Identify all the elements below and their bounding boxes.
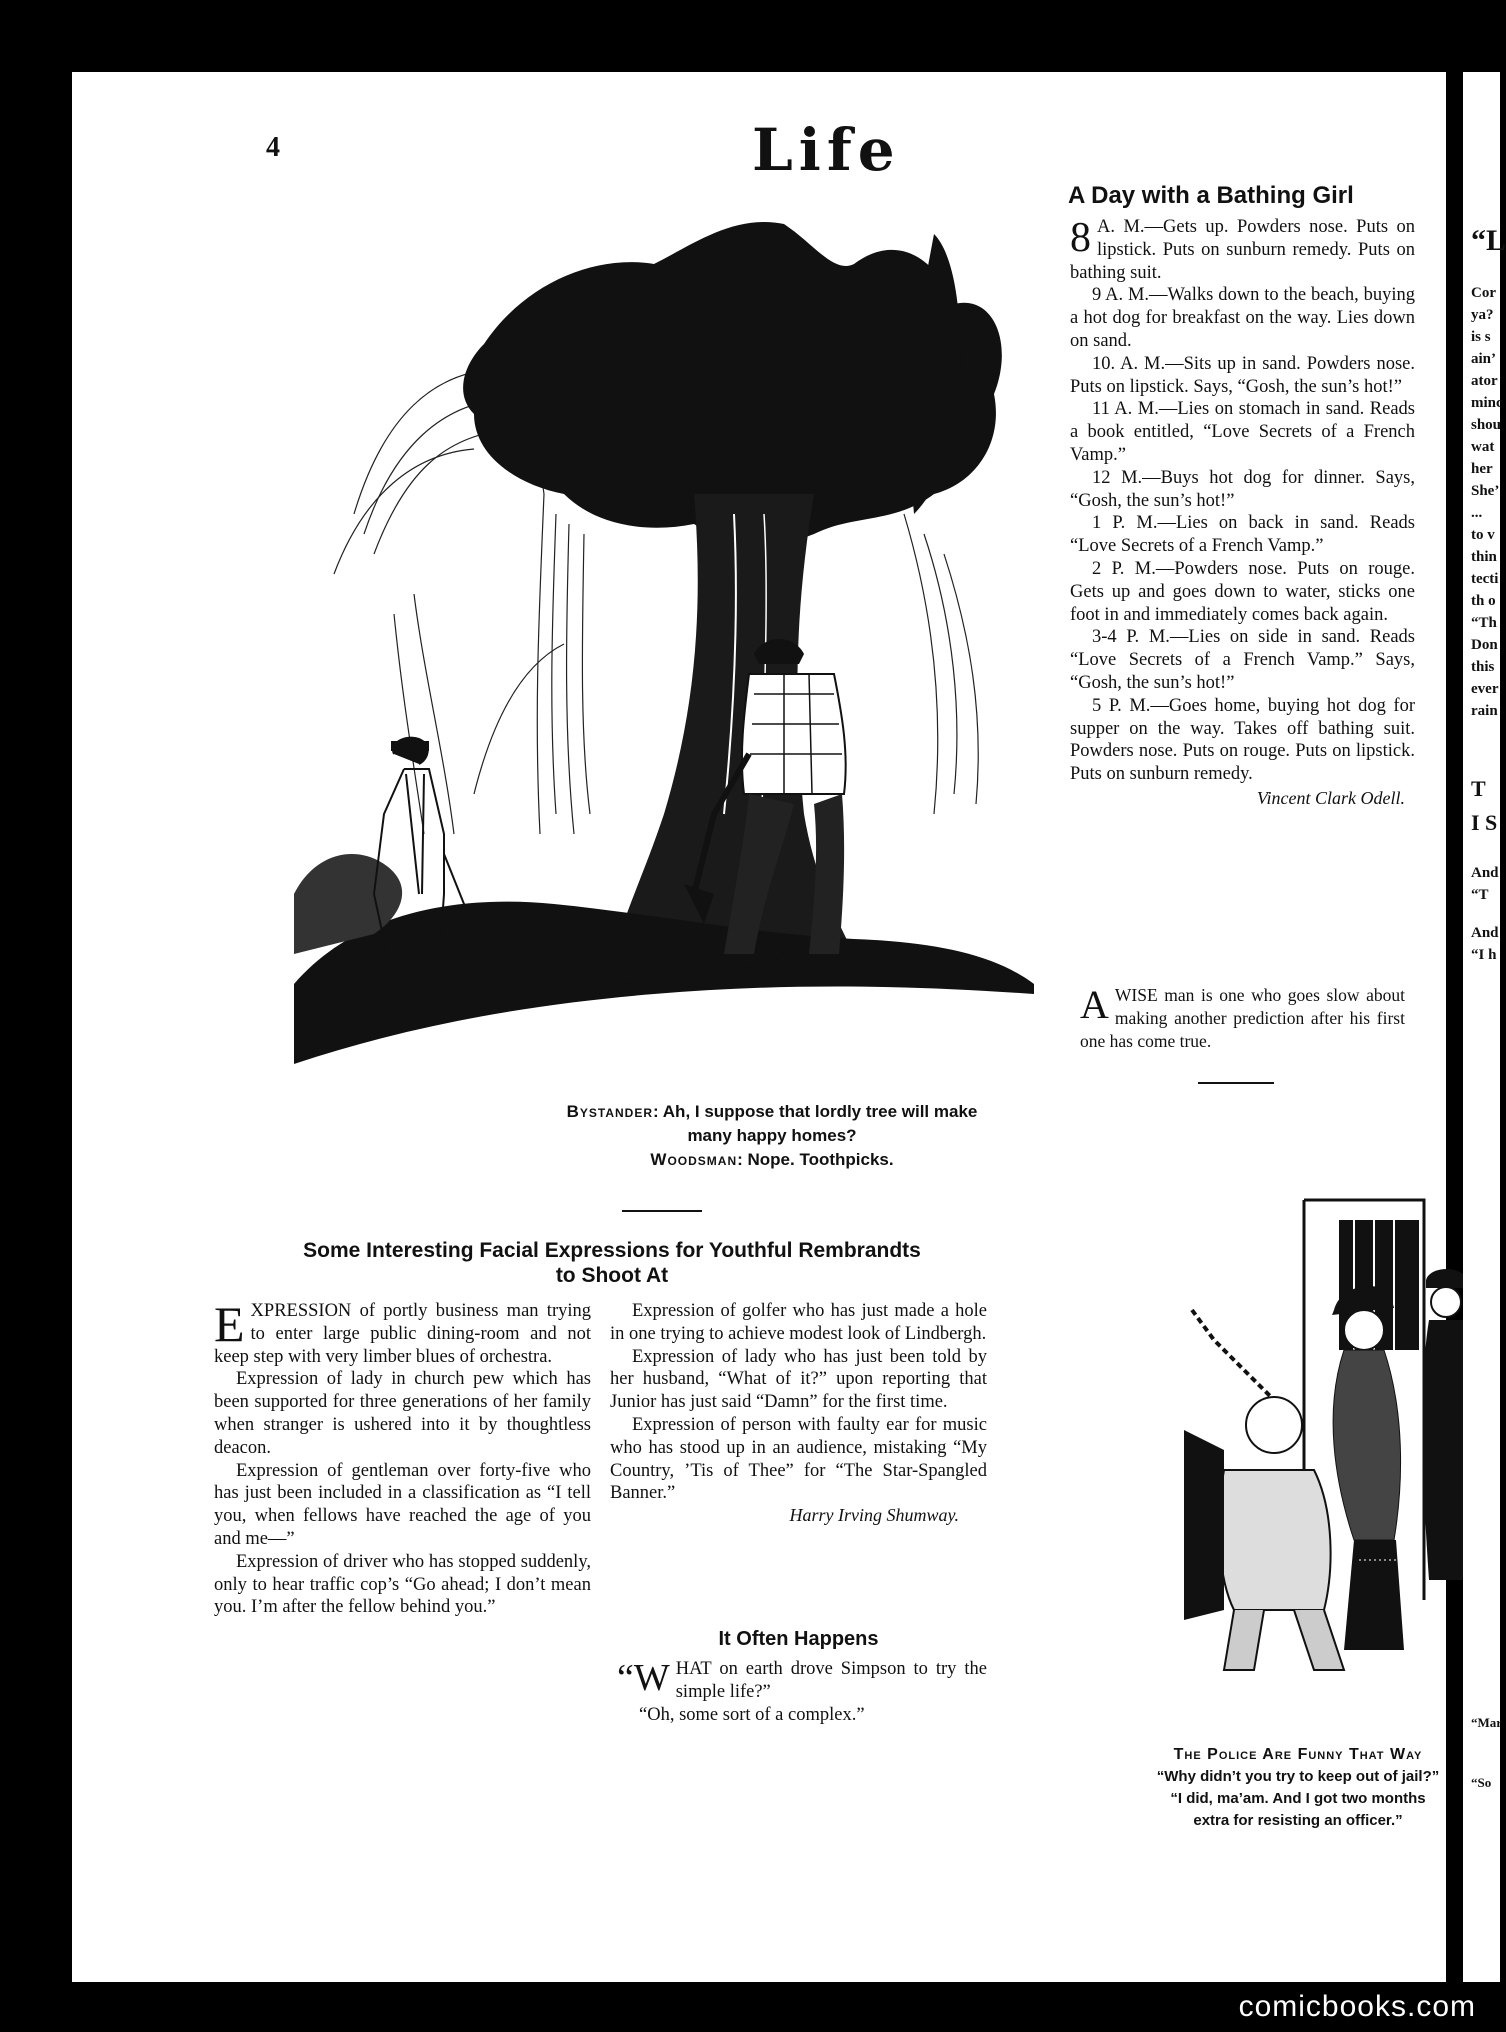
police-cartoon-title: The Police Are Funny That Way xyxy=(1173,1746,1423,1763)
facing-fragment-26: “I h xyxy=(1471,947,1497,963)
facing-fragment-5: ator xyxy=(1471,373,1498,389)
watermark-footer: comicbooks.com xyxy=(1238,1990,1476,2023)
facing-fragment-2: ya? xyxy=(1471,307,1494,323)
facing-fragment-8: wat xyxy=(1471,439,1495,455)
facing-page-edge xyxy=(1463,72,1506,1982)
bathing-byline: Vincent Clark Odell. xyxy=(1256,787,1405,808)
bystander-line: : Ah, I suppose that lordly tree will make xyxy=(653,1102,978,1121)
facing-fragment-13: thin xyxy=(1471,549,1497,565)
headline-line1: Some Interesting Facial Expressions for Youthful Rembrandts xyxy=(303,1239,921,1262)
bathing-entry-8: 3-4 P. M.—Lies on side in sand. Reads “Love Secrets of a French Vamp.” Says, “Gosh, the sun’s hot!” xyxy=(1070,627,1415,693)
magazine-page xyxy=(72,72,1446,1982)
facing-fragment-9: her xyxy=(1471,461,1493,477)
dropcap-a: A xyxy=(1080,982,1109,1027)
facial-column-2 xyxy=(610,1300,987,1526)
tree-cartoon-illustration xyxy=(294,194,1118,1184)
facing-fragment-20: rain xyxy=(1471,703,1498,719)
facing-fragment-16: “Th xyxy=(1471,615,1497,631)
it-often-happens-body xyxy=(617,1658,987,1726)
headline-line2: to Shoot At xyxy=(555,1264,669,1287)
facing-fragment-14: tecti xyxy=(1471,571,1499,587)
police-line-2: “I did, ma’am. And I got two months xyxy=(1170,1790,1426,1807)
bathing-girl-body xyxy=(1070,216,1415,809)
woodsman-line: : Nope. Toothpicks. xyxy=(737,1150,894,1169)
facing-fragment-7: shou xyxy=(1471,417,1502,433)
bathing-entry-2: 9 A. M.—Walks down to the beach, buying a hot dog for breakfast on the way. Lies down on sand. xyxy=(1070,285,1415,351)
bathing-girl-title: A Day with a Bathing Girl xyxy=(1068,182,1354,209)
bathing-entry-5: 12 M.—Buys hot dog for dinner. Says, “Gosh, the sun’s hot!” xyxy=(1070,467,1415,511)
police-cartoon-caption xyxy=(1148,1744,1448,1832)
woodsman-label: Woodsman xyxy=(650,1150,738,1169)
facing-fragment-23: And xyxy=(1471,865,1499,881)
facial-byline: Harry Irving Shumway. xyxy=(789,1505,959,1526)
bathing-entry-4: 11 A. M.—Lies on stomach in sand. Reads a book entitled, “Love Secrets of a French Vamp.” xyxy=(1070,399,1415,465)
facing-fragment-4: ain’ xyxy=(1471,351,1497,367)
bathing-entry-6: 1 P. M.—Lies on back in sand. Reads “Love Secrets of a French Vamp.” xyxy=(1070,513,1415,557)
page-number: 4 xyxy=(266,132,280,163)
bathing-entry-1: A. M.—Gets up. Powders nose. Puts on lipstick. Puts on sunburn remedy. Puts on bathing suit. xyxy=(1070,217,1415,283)
facial-column-1 xyxy=(214,1296,591,1619)
dropcap-w: “W xyxy=(617,1657,670,1699)
facing-fragment-10: She’ xyxy=(1471,483,1500,499)
bystander-line-cont: many happy homes? xyxy=(687,1126,857,1145)
facing-fragment-27: “Mar xyxy=(1471,1715,1503,1730)
dropcap-8: 8 xyxy=(1070,215,1091,261)
facing-fragment-15: th o xyxy=(1471,593,1496,609)
divider-rule xyxy=(622,1210,702,1212)
facial-para-5: Expression of golfer who has just made a hole in one trying to achieve modest look of Lindbergh. xyxy=(610,1301,987,1344)
masthead-title: Life xyxy=(752,116,901,184)
wise-man-text: WISE man is one who goes slow about making another prediction after his first one has come true. xyxy=(1080,985,1405,1051)
facing-fragment-21: T xyxy=(1471,776,1486,801)
bathing-entry-9: 5 P. M.—Goes home, buying hot dog for supper on the way. Takes off bathing suit. Powders nose. Puts on rouge. Puts on lipstick. Puts on sunburn remedy. xyxy=(1070,695,1415,785)
facing-fragment-22: I S xyxy=(1471,810,1498,835)
facing-fragment-6: minc xyxy=(1471,395,1503,411)
facing-fragment-28: “So xyxy=(1471,1775,1492,1790)
bystander-label: Bystander xyxy=(566,1102,654,1121)
facing-fragment-11: ... xyxy=(1471,505,1483,521)
facial-para-6: Expression of lady who has just been told by her husband, “What of it?” upon reporting that Junior has just said “Damn” for the first time. xyxy=(610,1346,987,1413)
facing-fragment-0: “L xyxy=(1471,224,1506,257)
facing-fragment-24: “T xyxy=(1471,887,1489,903)
it-often-happens-title: It Often Happens xyxy=(718,1628,879,1650)
facial-para-4: Expression of driver who has stopped suddenly, only to hear traffic cop’s “Go ahead; I don’t mean you. I’m after the fellow behind you.” xyxy=(214,1551,591,1618)
police-cartoon-illustration xyxy=(1164,1180,1504,1740)
bathing-entry-3: 10. A. M.—Sits up in sand. Powders nose. Puts on lipstick. Says, “Gosh, the sun’s hot!” xyxy=(1070,353,1415,397)
facial-para-7: Expression of person with faulty ear for music who has stood up in an audience, mistaking “My Country, ’Tis of Thee” for “The Star-Spangled Banner.” xyxy=(610,1414,987,1504)
facial-expressions-headline xyxy=(212,1238,1012,1288)
tree-cartoon-caption xyxy=(492,1100,1052,1172)
facing-fragment-12: to v xyxy=(1471,527,1495,543)
facing-fragment-18: this xyxy=(1471,659,1495,675)
happens-line-1: HAT on earth drove Simpson to try the simple life?” xyxy=(675,1659,987,1702)
facial-para-2: Expression of lady in church pew which has been supported for three generations of her family when stranger is ushered into it by thoughtless deacon. xyxy=(214,1369,591,1458)
happens-line-2: “Oh, some sort of a complex.” xyxy=(639,1704,865,1725)
police-line-3: extra for resisting an officer.” xyxy=(1193,1812,1403,1829)
facial-para-3: Expression of gentleman over forty-five who has just been included in a classification as “I tell you, when fellows have reached the age of you and me—” xyxy=(214,1460,591,1549)
dropcap-e: E xyxy=(214,1296,245,1352)
bathing-entry-7: 2 P. M.—Powders nose. Puts on rouge. Gets up and goes down to water, sticks one foot in and immediately comes back again. xyxy=(1070,558,1415,625)
facial-para-1: XPRESSION of portly business man trying to enter large public dining-room and not keep step with very limber blues of orchestra. xyxy=(214,1301,591,1367)
facing-fragment-25: And xyxy=(1471,925,1499,941)
facing-fragment-3: is s xyxy=(1471,329,1491,345)
facing-fragment-17: Don xyxy=(1471,637,1498,653)
divider-rule-2 xyxy=(1198,1082,1274,1084)
ground-hill xyxy=(294,902,1034,1064)
facing-fragment-1: Cor xyxy=(1471,285,1496,301)
wise-man-item xyxy=(1080,984,1405,1052)
facing-fragment-19: ever xyxy=(1471,681,1499,697)
police-line-1: “Why didn’t you try to keep out of jail?” xyxy=(1156,1768,1440,1785)
prisoner-figure xyxy=(1184,1397,1344,1670)
